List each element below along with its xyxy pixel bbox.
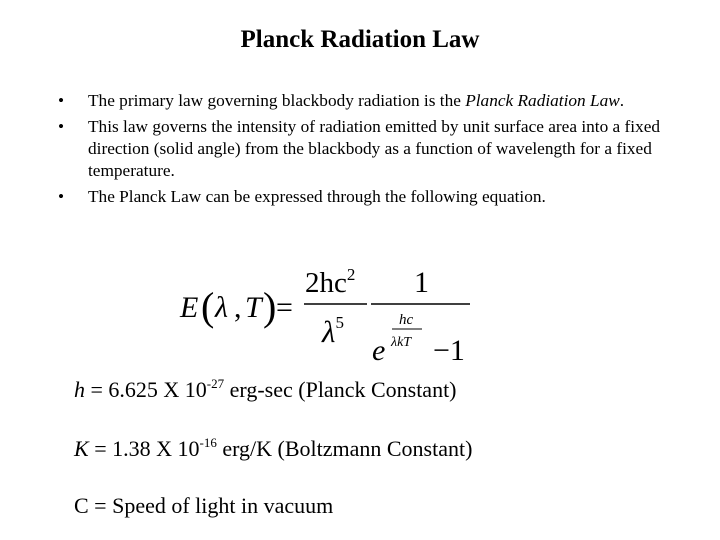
bullet-1-text: The primary law governing blackbody radiation is the	[88, 91, 466, 110]
eq-lhs-t: T	[245, 291, 262, 324]
bullet-list	[58, 90, 678, 212]
bullet-item-3	[58, 186, 678, 208]
eq-equals: =	[276, 291, 293, 324]
eq-lhs-close-paren: )	[263, 284, 277, 329]
eq-exp-denominator: λkT	[391, 335, 412, 350]
bullet-1-end: .	[619, 91, 625, 110]
planck-equation	[178, 262, 478, 367]
eq-lhs-e: E	[180, 291, 199, 324]
bullet-item-1	[58, 90, 678, 112]
eq-lhs-open-paren: (	[201, 284, 215, 329]
boltzmann-description: erg/K (Boltzmann Constant)	[216, 436, 473, 461]
boltzmann-symbol: K	[74, 436, 89, 461]
eq-exp-base-e: e	[372, 334, 386, 367]
bullet-item-2	[58, 116, 678, 182]
boltzmann-value: = 1.38 X 10	[88, 436, 200, 461]
eq-lhs-comma: ,	[234, 291, 242, 324]
slide-title: Planck Radiation Law	[240, 26, 480, 53]
bullet-2-text: This law governs the intensity of radiation emitted by unit surface area into a fixed direction (solid angle) from the blackbody as a function of wavelength for a fixed temperature.	[88, 117, 661, 180]
planck-exponent: -27	[206, 376, 225, 391]
eq-frac1-numerator: $2hc^2$	[305, 265, 356, 299]
boltzmann-exponent: -16	[199, 435, 217, 450]
bullet-marker: •	[58, 187, 65, 206]
bullet-1-emphasis: Planck Radiation Law	[465, 91, 620, 110]
boltzmann-constant-line	[74, 436, 472, 462]
bullet-3-text: The Planck Law can be expressed through the following equation.	[88, 187, 546, 206]
eq-frac1-denominator: $\lambda^5$	[322, 313, 344, 349]
planck-constant-line	[74, 377, 457, 403]
eq-exp-numerator: hc	[399, 312, 414, 328]
eq-minus-one: −1	[433, 334, 465, 367]
eq-frac2-numerator: 1	[414, 266, 429, 299]
bullet-marker: •	[58, 117, 65, 136]
planck-value: = 6.625 X 10	[85, 377, 207, 402]
speed-of-light-line: C = Speed of light in vacuum	[74, 493, 334, 518]
eq-lhs-lambda: λ	[215, 291, 228, 324]
bullet-marker: •	[58, 91, 65, 110]
planck-description: erg-sec (Planck Constant)	[224, 377, 457, 402]
planck-symbol: h	[74, 377, 85, 402]
